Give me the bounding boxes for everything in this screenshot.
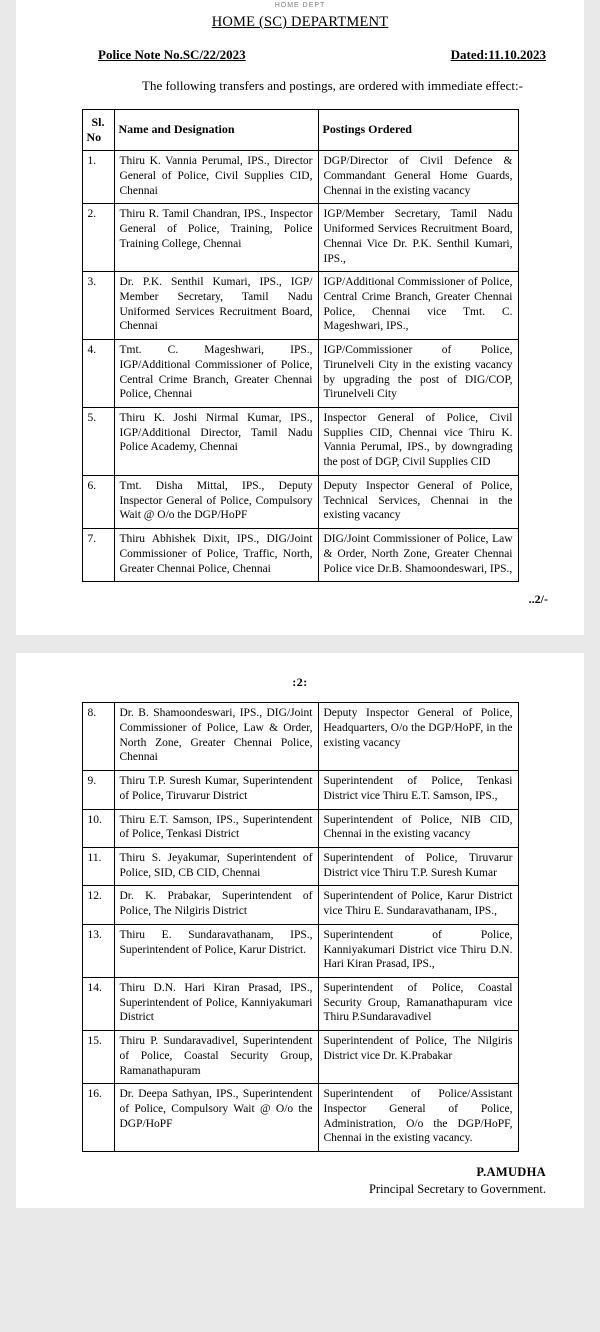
cell-posting-ordered: Deputy Inspector General of Police, Headquarters, O/o the DGP/HoPF, in the existing vacancy [318,703,518,771]
cell-sl-no: 8. [82,703,114,771]
table-row [82,340,518,408]
table-row [82,886,518,924]
cell-posting-ordered: Superintendent of Police, Coastal Security Group, Ramanathapuram vice Thiru P.Sundaravadivel [318,978,518,1031]
signatory-title: Principal Secretary to Government. [368,1182,546,1197]
cell-name-designation: Thiru E. Sundaravathanam, IPS., Superintendent of Police, Karur District. [114,924,318,977]
cell-name-designation: Dr. Deepa Sathyan, IPS., Superintendent of Police, Compulsory Wait @ O/o the DGP/HoPF [114,1084,318,1152]
department-title: HOME (SC) DEPARTMENT [211,14,389,30]
cell-name-designation: Thiru E.T. Samson, IPS., Superintendent of Police, Tenkasi District [114,809,318,847]
cell-name-designation: Thiru T.P. Suresh Kumar, Superintendent of Police, Tiruvarur District [114,771,318,809]
cell-sl-no: 5. [82,408,114,476]
signatory-name: P.AMUDHA [476,1165,546,1180]
cell-name-designation: Thiru P. Sundaravadivel, Superintendent of Police, Coastal Security Group, Ramanathapuram [114,1031,318,1084]
cell-name-designation: Thiru Abhishek Dixit, IPS., DIG/Joint Commissioner of Police, Traffic, North, Greater Chennai Police, Chennai [114,529,318,582]
cell-sl-no: 7. [82,529,114,582]
cell-sl-no: 16. [82,1084,114,1152]
continuation-marker: ..2/- [528,592,548,607]
cell-posting-ordered: Superintendent of Police, Tiruvarur District vice Thiru T.P. Suresh Kumar [318,847,518,885]
table-row [82,1084,518,1152]
cell-sl-no: 12. [82,886,114,924]
cell-posting-ordered: Superintendent of Police, The Nilgiris District vice Dr. K.Prabakar [318,1031,518,1084]
table-row [82,1031,518,1084]
table-row [82,408,518,476]
cell-name-designation: Dr. P.K. Senthil Kumari, IPS., IGP/ Member Secretary, Tamil Nadu Uniformed Services Recruitment Board, Chennai [114,272,318,340]
cell-posting-ordered: Superintendent of Police, NIB CID, Chennai in the existing vacancy [318,809,518,847]
transfers-table-page-1 [82,109,519,583]
table-row [82,204,518,272]
table-row [82,272,518,340]
cell-posting-ordered: IGP/Commissioner of Police, Tirunelveli City in the existing vacancy by upgrading the post of DIG/COP, Tirunelveli City [318,340,518,408]
cell-posting-ordered: Deputy Inspector General of Police, Technical Services, Chennai in the existing vacancy [318,475,518,528]
column-header-postings-ordered: Postings Ordered [318,109,518,151]
table-row [82,924,518,977]
cell-sl-no: 2. [82,204,114,272]
cell-sl-no: 10. [82,809,114,847]
cell-posting-ordered: Superintendent of Police/Assistant Inspector General of Police, Administration, O/o the DGP/HoPF, Chennai in the existing vacancy. [318,1084,518,1152]
column-header-name-designation: Name and Designation [114,109,318,151]
cell-sl-no: 4. [82,340,114,408]
transfers-table-page-2 [82,702,519,1152]
cell-name-designation: Thiru D.N. Hari Kiran Prasad, IPS., Superintendent of Police, Kanniyakumari District [114,978,318,1031]
police-note-number: Police Note No.SC/22/2023 [98,47,246,62]
signature-block [32,1164,568,1198]
table-row [82,771,518,809]
cell-name-designation: Dr. B. Shamoondeswari, IPS., DIG/Joint Commissioner of Police, Law & Order, North Zone, Greater Chennai Police, Chennai [114,703,318,771]
table-row [82,475,518,528]
cell-posting-ordered: IGP/Additional Commissioner of Police, Central Crime Branch, Greater Chennai Police, Chennai vice Tmt. C. Mageshwari, IPS., [318,272,518,340]
cell-name-designation: Thiru K. Joshi Nirmal Kumar, IPS., IGP/Additional Director, Tamil Nadu Police Academy, Chennai [114,408,318,476]
cell-sl-no: 14. [82,978,114,1031]
table-row [82,847,518,885]
document-page-2 [16,653,584,1208]
government-seal: HOME DEPT [274,2,326,9]
cell-sl-no: 15. [82,1031,114,1084]
cell-posting-ordered: DIG/Joint Commissioner of Police, Law & Order, North Zone, Greater Chennai Police vice Dr.B. Shamoondeswari, IPS., [318,529,518,582]
note-header-row [32,47,568,63]
cell-name-designation: Thiru S. Jeyakumar, Superintendent of Police, SID, CB CID, Chennai [114,847,318,885]
table-row [82,703,518,771]
cell-posting-ordered: Superintendent of Police, Kanniyakumari District vice Thiru D.N. Hari Kiran Prasad, IPS., [318,924,518,977]
cell-name-designation: Tmt. Disha Mittal, IPS., Deputy Inspector General of Police, Compulsory Wait @ O/o the DGP/HoPF [114,475,318,528]
note-date: Dated:11.10.2023 [450,47,546,62]
cell-posting-ordered: DGP/Director of Civil Defence & Commandant General Home Guards, Chennai in the existing vacancy [318,151,518,204]
page-number: :2: [292,675,308,690]
cell-sl-no: 11. [82,847,114,885]
cell-posting-ordered: Superintendent of Police, Tenkasi District vice Thiru E.T. Samson, IPS., [318,771,518,809]
intro-text: The following transfers and postings, are ordered with immediate effect:- [142,78,523,93]
cell-name-designation: Thiru R. Tamil Chandran, IPS., Inspector General of Police, Training, Police Training College, Chennai [114,204,318,272]
cell-posting-ordered: Inspector General of Police, Civil Supplies CID, Chennai vice Thiru K. Vannia Perumal, IPS., by downgrading the post of DGP, Civil Supplies CID [318,408,518,476]
cell-name-designation: Dr. K. Prabakar, Superintendent of Police, The Nilgiris District [114,886,318,924]
table-header-row [82,109,518,151]
cell-name-designation: Thiru K. Vannia Perumal, IPS., Director General of Police, Civil Supplies CID, Chennai [114,151,318,204]
cell-sl-no: 13. [82,924,114,977]
cell-sl-no: 1. [82,151,114,204]
column-header-sl-no: Sl. No [82,109,114,151]
intro-paragraph [32,77,568,95]
table-row [82,151,518,204]
table-row [82,809,518,847]
cell-posting-ordered: Superintendent of Police, Karur District vice Thiru E. Sundaravathanam, IPS., [318,886,518,924]
cell-name-designation: Tmt. C. Mageshwari, IPS., IGP/Additional Commissioner of Police, Central Crime Branch, Greater Chennai Police, Chennai [114,340,318,408]
cell-sl-no: 3. [82,272,114,340]
cell-sl-no: 9. [82,771,114,809]
cell-sl-no: 6. [82,475,114,528]
table-row [82,529,518,582]
cell-posting-ordered: IGP/Member Secretary, Tamil Nadu Uniformed Services Recruitment Board, Chennai Vice Dr. P.K. Senthil Kumari, IPS., [318,204,518,272]
document-page-1 [16,0,584,635]
page-separator [0,635,600,653]
table-row [82,978,518,1031]
